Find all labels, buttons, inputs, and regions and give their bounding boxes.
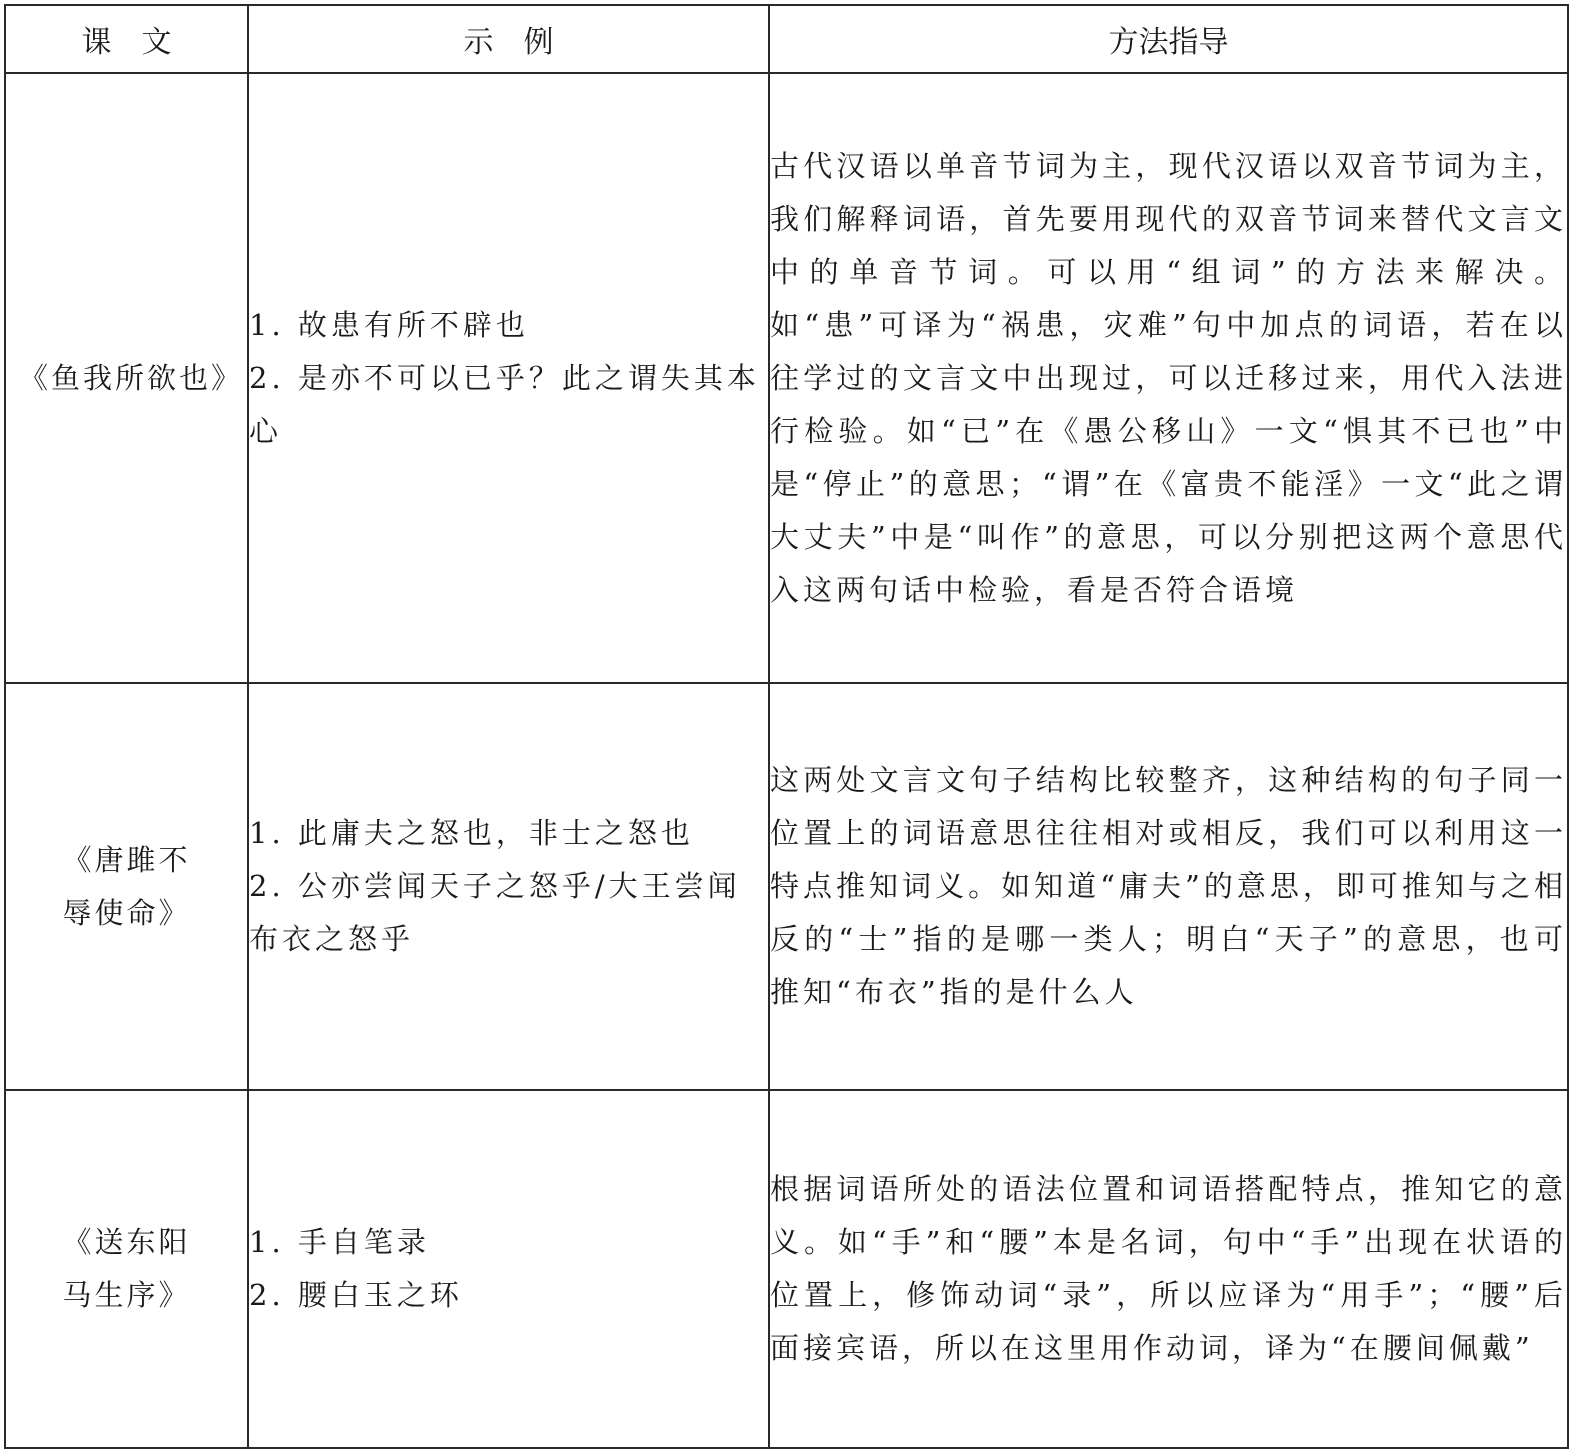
method-guidance-text: 古代汉语以单音节词为主，现代汉语以双音节词为主，我们解释词语，首先要用现代的双音节词来替代文言文中的单音节词。可以用“组词”的方法来解决。如“患”可译为“祸患，灾难”句中加点的词语，若在以往学过的文言文中出现过，可以迁移过来，用代入法进行检验。如“已”在《愚公移山》一文“惧其不已也”中是“停止”的意思；“谓”在《富贵不能淫》一文“此之谓大丈夫”中是“叫作”的意思，可以分别把这两个意思代入这两句话中检验，看是否符合语境 [770, 148, 1567, 607]
table-row [5, 73, 1568, 683]
example-line: 2. 公亦尝闻天子之怒乎/大王尝闻布衣之怒乎 [249, 869, 741, 956]
method-guidance-text: 这两处文言文句子结构比较整齐，这种结构的句子同一位置上的词语意思往往相对或相反，我们可以利用这一特点推知词义。如知道“庸夫”的意思，即可推知与之相反的“士”指的是哪一类人；明白“天子”的意思，也可推知“布衣”指的是什么人 [770, 763, 1567, 1009]
example-cell [248, 683, 769, 1090]
method-guidance-cell [769, 73, 1568, 683]
lesson-title-cell [5, 73, 248, 683]
method-guidance-cell [769, 683, 1568, 1090]
example-line: 1. 此庸夫之怒也，非士之怒也 [249, 816, 694, 850]
table-header-row [5, 5, 1568, 73]
document-sheet [4, 4, 1567, 1445]
example-cell [248, 73, 769, 683]
lesson-title: 《送东阳马生序》 [62, 1225, 191, 1312]
header-lesson: 课 文 [5, 5, 248, 73]
lesson-title-cell [5, 683, 248, 1090]
method-guidance-text: 根据词语所处的语法位置和词语搭配特点，推知它的意义。如“手”和“腰”本是名词，句中“手”出现在状语的位置上，修饰动词“录”，所以应译为“用手”；“腰”后面接宾语，所以在这里用作动词，译为“在腰间佩戴” [770, 1172, 1567, 1365]
example-line: 2. 腰白玉之环 [249, 1278, 463, 1312]
example-line: 2. 是亦不可以已乎？此之谓失其本心 [249, 360, 760, 448]
table-row [5, 1090, 1568, 1448]
lesson-title: 《唐雎不辱使命》 [62, 842, 191, 930]
example-cell [248, 1090, 769, 1448]
header-example: 示 例 [248, 5, 769, 73]
example-line: 1. 手自笔录 [249, 1225, 430, 1259]
lesson-title-cell [5, 1090, 248, 1448]
example-line: 1. 故患有所不辟也 [249, 307, 529, 342]
table-row [5, 683, 1568, 1090]
lesson-method-table [4, 4, 1569, 1449]
lesson-title: 《鱼我所欲也》 [19, 360, 244, 395]
header-method: 方法指导 [769, 5, 1568, 73]
method-guidance-cell [769, 1090, 1568, 1448]
